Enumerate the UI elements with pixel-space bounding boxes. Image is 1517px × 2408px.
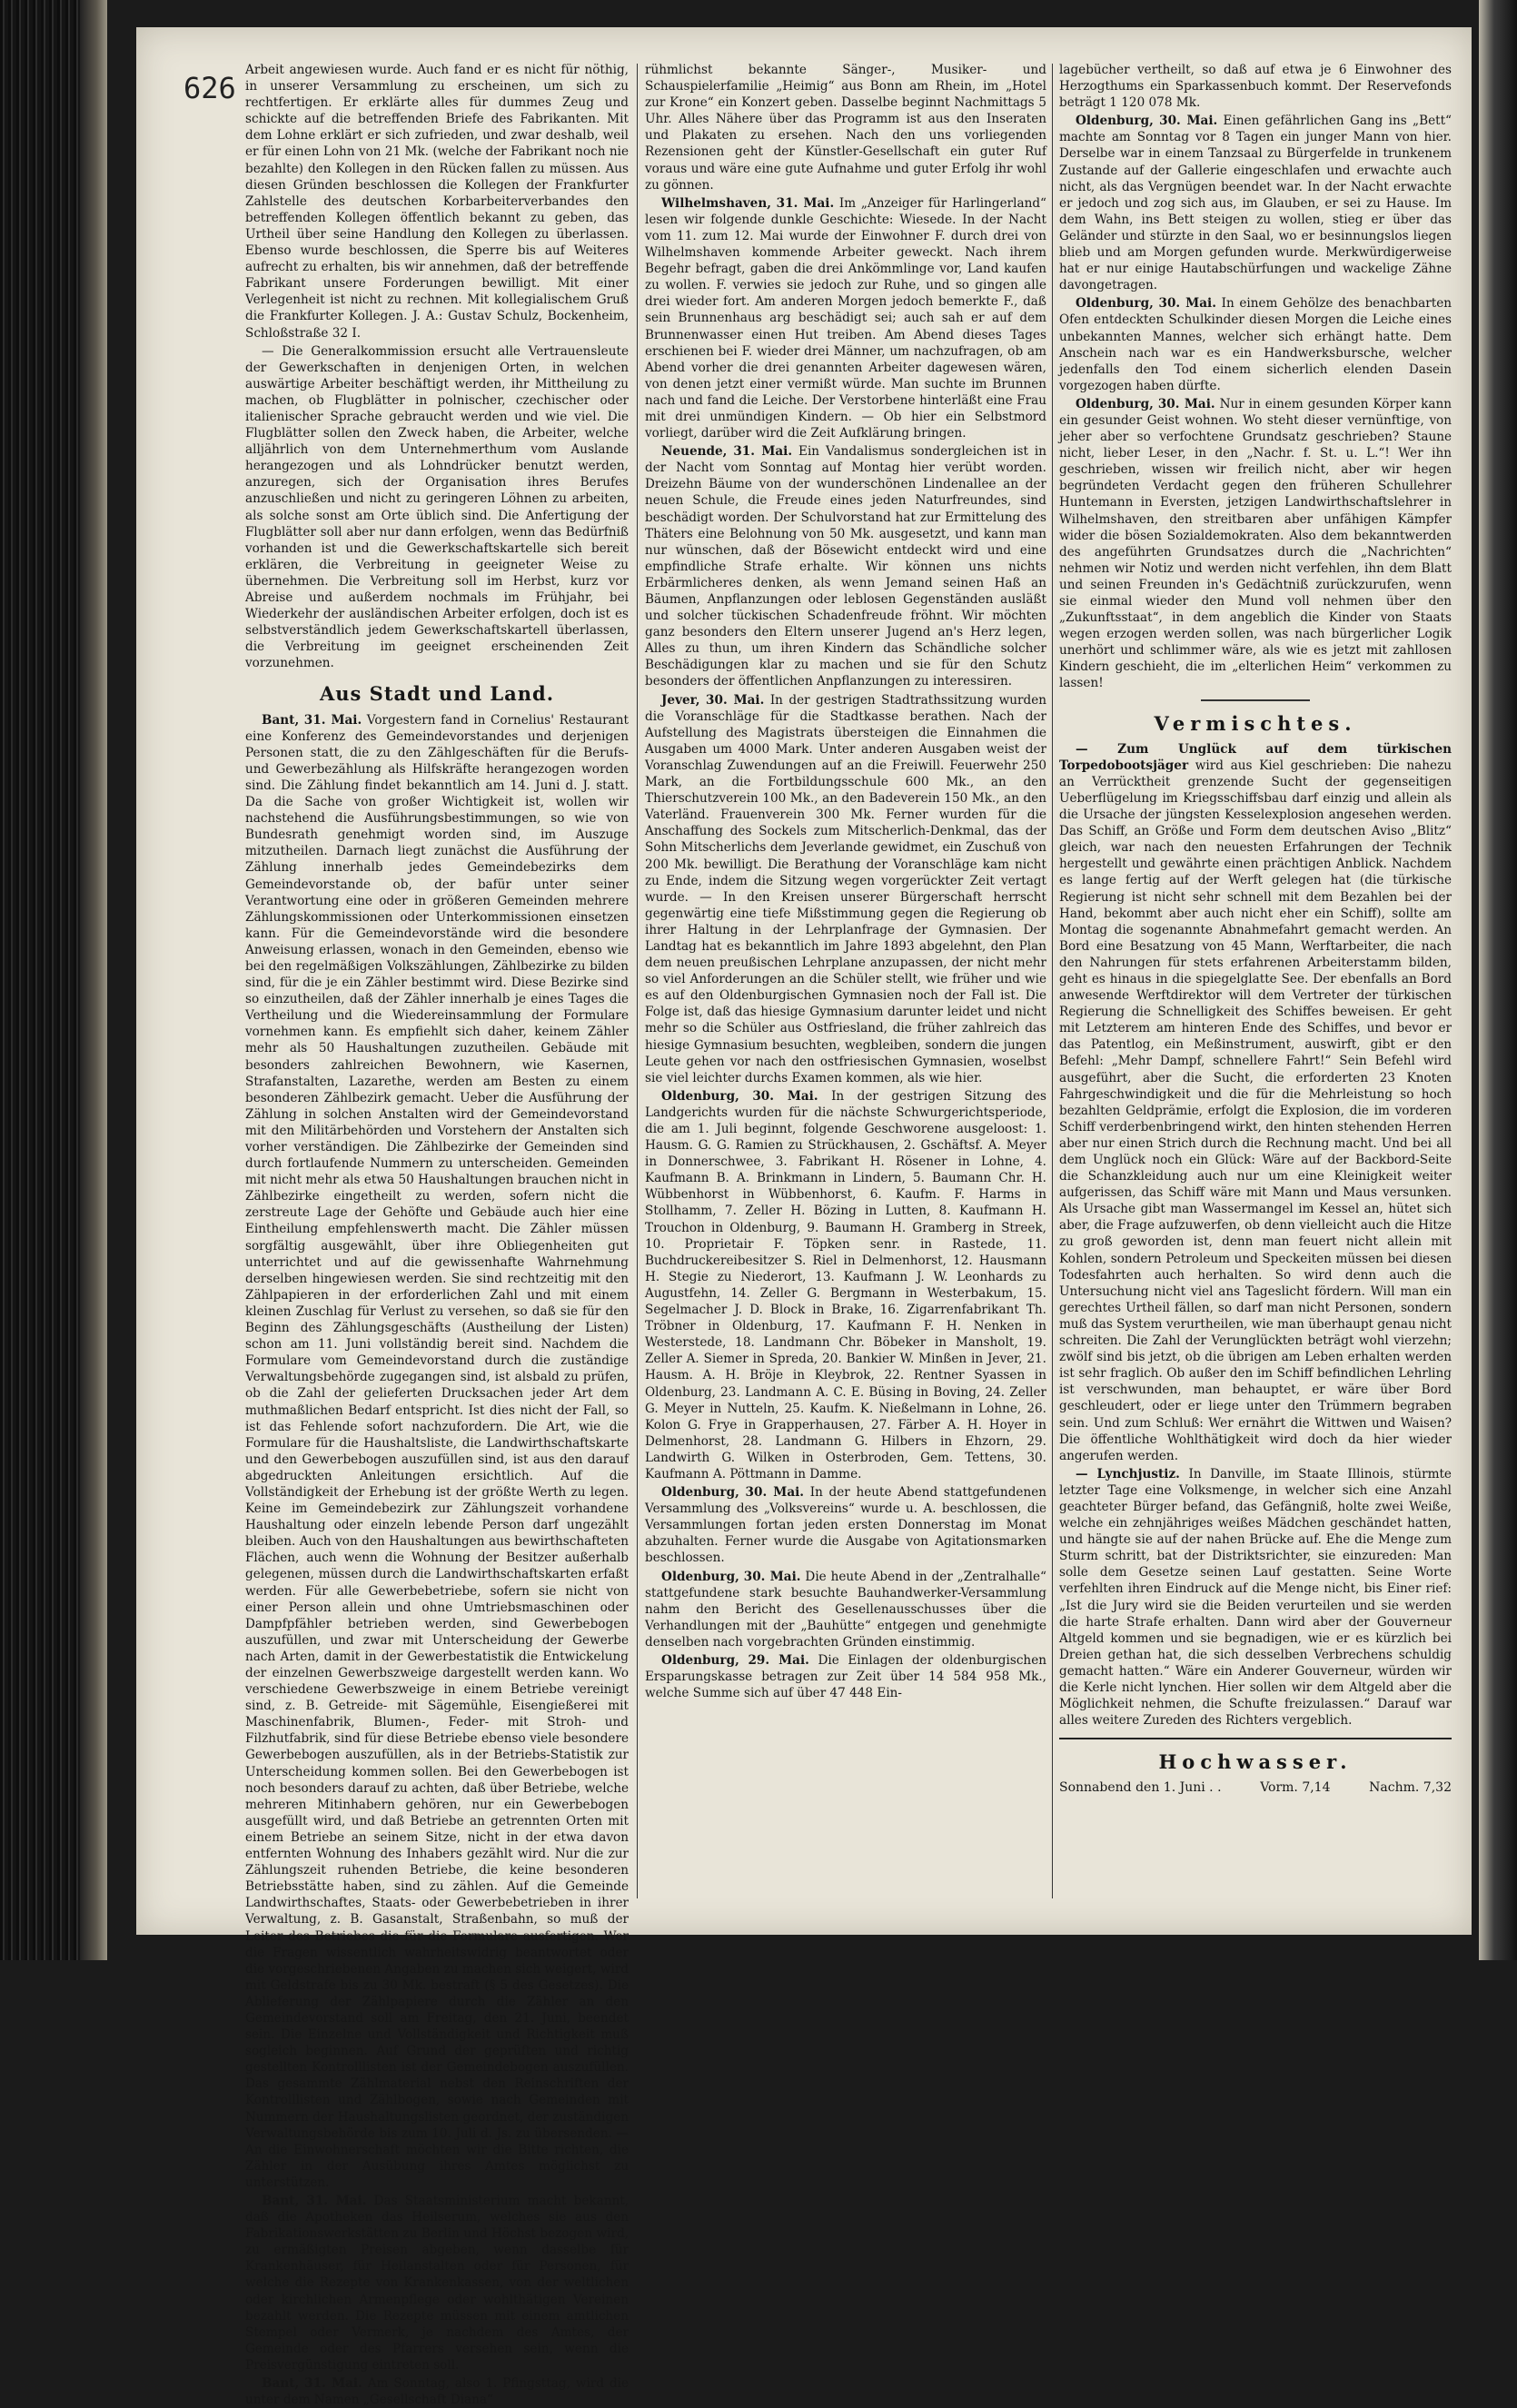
tide-afternoon: Nachm. 7,32 <box>1369 1780 1452 1796</box>
article-place: Oldenburg, <box>1076 114 1154 129</box>
article-place: Oldenburg, <box>661 1088 739 1104</box>
column-rule <box>1052 64 1053 1898</box>
article <box>645 443 1046 689</box>
article-date: 30. Mai. <box>752 1088 818 1104</box>
article <box>245 2193 629 2373</box>
article <box>645 1652 1046 1701</box>
article-place: Neuende, <box>661 444 728 460</box>
column-2 <box>645 62 1046 1898</box>
article-text: In der gestrigen Stadtrathssitzung wurden die Voranschläge für die Stadtkasse berathen. Nach der Aufstellung des Magistrats übersteigen die Einnahmen die Ausgaben um 4000 Mark. Unter anderen Ausgaben weist der Voranschlag Zuwendungen auf an die Freiwill. Feuerwehr 250 Mark, an die Fortbildungsschule 600 Mk., an den Thierschutzverein 100 Mk., an den Badeverein 150 Mk., an den Vaterländ. Frauenverein 300 Mk. Ferner wurden für die Anschaffung des Sockels zum Mitscherlich-Denkmal, das der Sohn Mitscherlichs dem Jeverlande gewidmet, ein Zuschuß von 200 Mk. bewilligt. Die Berathung der Voranschläge kam nicht zu Ende, indem die Sitzung wegen vorgerückter Zeit vertagt wurde. — In den Kreisen unserer Bürgerschaft herrscht gegenwärtig eine tiefe Mißstimmung gegen die Regierung ob ihrer Haltung in der Lehrplanfrage der Gymnasien. Der Landtag hat es bekanntlich im Jahre 1893 abgelehnt, den Plan dem neuen preußischen Lehrplane anzupassen, der nicht mehr so viel Anforderungen an die Schüler stellt, wie früher und wie es auf den Oldenburgischen Gymnasien noch der Fall ist. Die Folge ist, daß das hiesige Gymnasium darunter leidet und nicht mehr so die Schüler aus Ostfriesland, die früher zahlreich das hiesige Gymnasium besuchten, wegbleiben, sondern die jungen Leute gehen vor nach den ostfriesischen Gymnasien, woselbst sie viel leichter durchs Examen kommen, als wie hier. <box>645 692 1047 1085</box>
paragraph: Arbeit angewiesen wurde. Auch fand er es nicht für nöthig, in unserer Versammlung zu erscheinen, um sich zu rechtfertigen. Er erklärte alles für dummes Zeug und schickte auf die betreffenden Briefe des Fabrikanten. Mit dem Lohne erklärt er sich zufrieden, und zwar deshalb, weil er für einen Lohn von 21 Mk. (welche der Fabrikant noch nie bezahlte) den Kollegen in den Rücken fallen zu müssen. Aus diesen Gründen beschlossen die Kollegen der Frankfurter Zahlstelle des deutschen Korbarbeiterverbandes den betreffenden Kollegen öffentlich bekannt zu geben, das Urtheil über seine Handlung den Kollegen zu überlassen. Ebenso wurde beschlossen, die Sperre bis auf Weiteres aufrecht zu erhalten, bis wir annehmen, daß der betreffende Fabrikant unsere Forderungen bewilligt. Mit einer Verlegenheit ist nicht zu rechnen. Mit kollegialischem Gruß die Frankfurter Kollegen. J. A.: Gustav Schulz, Bockenheim, Schloßstraße 32 I. <box>245 63 629 341</box>
article-date: 30. Mai. <box>1158 296 1216 312</box>
article-date: 31. Mai. <box>304 2376 362 2392</box>
article-place: Oldenburg, <box>661 1569 739 1584</box>
article <box>1059 113 1452 293</box>
article-headline: — Zum Unglück auf dem türkischen Torpedobootsjäger <box>1059 741 1452 773</box>
tide-heading: Hochwasser. <box>1158 1750 1353 1774</box>
article-date: 30. Mai. <box>706 692 765 708</box>
article-text: In einem Gehölze des benachbarten Ofen entdeckten Schulkinder diesen Morgen die Leiche eines unbekannten Mannes, welcher sich erhängt hatte. Dem Anschein nach war es ein Handwerksbursche, welcher jedenfalls den Tod einem sicherlich elenden Dasein vorgezogen haben dürfte. <box>1059 296 1452 393</box>
paragraph: lagebücher vertheilt, so daß auf etwa je 6 Einwohner des Herzogthums ein Sparkassenbuch kommt. Der Reservefonds beträgt 1 120 078 Mk. <box>1059 63 1452 111</box>
article-text: Am Sonntag, also 1. Pfingsttag, wird die unter dem Namen „Gesellschaft Diana“ <box>245 2376 629 2408</box>
article-text: Das Staatsministerium macht bekannt, daß die Apotheken das Heilserum, welches sie aus den Fabrikationswerkstätten zu Berlin und Höchst bezogen wird, zu ermäßigten Preisen abgeben, wenn dasselbe für Krankenhäuser, für Heilanstalten oder für Personen, für welche die Rezepte von Krankenkassen, von der weltlichen oder kirchlichen Armenpflege oder wohlthätigen Vereinen bezahlt werden. Die Rezepte müssen mit einem amtlichen Stempel oder Vermerk, je nachdem des Amtes, der Gemeinde oder des Pfarrers versehen sein, wenn die Preisvergünstigung eintreten soll. <box>245 2194 630 2373</box>
article-place: Oldenburg, <box>661 1485 739 1501</box>
article <box>645 692 1046 1086</box>
article-date: 30. Mai. <box>1157 396 1215 411</box>
article-date: 31. Mai. <box>733 444 793 460</box>
article-place: Bant, <box>262 712 300 728</box>
article-text: Die heute Abend in der „Zentralhalle“ stattgefundene stark besuchte Bauhandwerker-Versammlung nahm den Bericht des Gesellenausschusses über die Verhandlungen mit der „Bauhütte“ entgegen und genehmigte denselben nach vorgebrachten Gründen einstimmig. <box>645 1569 1046 1650</box>
page-number: 626 <box>183 71 236 105</box>
paragraph: — Die Generalkommission ersucht alle Vertrauensleute der Gewerkschaften in denjenigen Orten, in welchen auswärtige Arbeiter beschäftigt werden, ihr Mittheilung zu machen, ob Flugblätter in polnischer, czechischer oder italienischer Sprache gebraucht werden und wie viel. Die Flugblätter sollen den Zweck haben, die Arbeiter, welche alljährlich von dem Unternehmerthum vom Auslande herangezogen und als Lohndrücker benutzt werden, anzuregen, sich der Organisation ihres Berufes anzuschließen und nicht zu geringeren Löhnen zu arbeiten, als solche sonst am Orte üblich sind. Die Anfertigung der Flugblätter soll aber nur dann erfolgen, wenn das Bedürfniß vorhanden ist und die Gewerkschaftskartelle sich bereit erklären, die Verbreitung in geeigneter Weise zu übernehmen. Die Verbreitung soll im Herbst, kurz vor Abreise und außerdem nochmals im Frühjahr, bei Wiederkehr der ausländischen Arbeiter erfolgen, doch ist es selbstverständlich jedem Gewerkschaftskartell überlassen, die Verbreitung im geeignet erscheinenden Zeit vorzunehmen. <box>245 343 629 671</box>
article-place: Bant, <box>262 2376 300 2392</box>
article-place: Oldenburg, <box>661 1653 739 1668</box>
article-text: Ein Vandalismus sondergleichen ist in der Nacht vom Sonntag auf Montag hier verübt worden. Dreizehn Bäume von der wunderschönen Lindenallee an der neuen Schule, die Freude eines jeden Naturfreundes, sind beschädigt worden. Der Schulvorstand hat zur Ermittelung des Thäters eine Belohnung von 50 Mk. ausgesetzt, und kann man nur wünschen, daß der Bösewicht entdeckt wird und eine empfindliche Strafe erhalte. Wir können uns nichts Erbärmlicheres denken, als wenn Jemand seinen Haß an Bäumen, Anpflanzungen oder leblosen Gegenständen ausläßt und solcher tückischen Schadenfreude fröhnt. Wir möchten ganz besonders den Eltern unserer Jugend an's Herz legen, Alles zu thun, um ihren Kindern das Schändliche solcher Beschädigungen klar zu machen und sie für den Schutz besonders der öffentlichen Anpflanzungen zu interessiren. <box>645 444 1046 689</box>
article-date: 30. Mai. <box>745 1485 805 1501</box>
article <box>645 195 1046 441</box>
article <box>1059 396 1452 692</box>
article <box>645 1569 1046 1650</box>
article-place: Jever, <box>661 692 700 708</box>
article-date: 30. Mai. <box>743 1569 801 1584</box>
article <box>1059 741 1452 1464</box>
article-text: Vorgestern fand in Cornelius' Restaurant eine Konferenz des Gemeindevorstandes und derjenigen Personen statt, die zu den Zählgeschäften für die Berufs- und Gewerbezählung als Hilfskräfte herangezogen worden sind. Die Zählung findet bekanntlich am 14. Juni d. J. statt. Da die Sache von großer Wichtigkeit ist, wollen wir nachstehend die Ausführungsbestimmungen, so wie von Bundesrath genehmigt worden sind, im Auszuge mitzutheilen. Darnach liegt zunächst die Ausführung der Zählung innerhalb jedes Gemeindebezirks dem Gemeindevorstande ob, der bafür unter seiner Verantwortung eine oder in größeren Gemeinden mehrere Zählungskommissionen oder Unterkommissionen einsetzen kann. Für die Gemeindevorstände wird die besondere Anweisung erlassen, wonach in den Gemeinden, ebenso wie bei den regelmäßigen Volkszählungen, Zählbezirke zu bilden sind, für die je ein Zähler bestimmt wird. Diese Bezirke sind so einzutheilen, daß der Zähler innerhalb je eines Tages die Vertheilung und die Wiedereinsammlung der Formulare vornehmen kann. Es empfiehlt sich daher, keinem Zähler mehr als 50 Haushaltungen zuzutheilen. Gebäude mit besonders zahlreichen Bewohnern, wie Kasernen, Strafanstalten, Lazarethe, werden am Besten zu einem besonderen Zählbezirk gemacht. Ueber die Ausführung der Zählung in solchen Anstalten wird der Gemeindevorstand mit den Militärbehörden und Vorstehern der Anstalten sich vorher verständigen. Die Zählbezirke der Gemeinden sind durch fortlaufende Nummern zu unterscheiden. Gemeinden mit nicht mehr als etwa 50 Haushaltungen brauchen nicht in Zählbezirke eingetheilt zu werden, sofern nicht die zerstreute Lage der Gehöfte und Gebäude auch hier eine Eintheilung empfehlenswerth macht. Die Zähler müssen sorgfältig ausgewählt, über ihre Obliegenheiten gut unterrichtet und auf die gewissenhafte Wahrnehmung derselben hingewiesen werden. Sie sind rechtzeitig mit den Zählpapieren in der erforderlichen Zahl und mit einem kleinen Zuschlag für Verlust zu versehen, so daß sie für den Beginn des Zählungsgeschäfts (Austheilung der Listen) schon am 11. Juni vollständig bereit sind. Nachdem die Formulare vom Gemeindevorstand durch die zuständige Verwaltungsbehörde zugegangen sind, ist alsbald zu prüfen, ob die Zahl der gelieferten Drucksachen jeder Art dem muthmaßlichen Bedarf entspricht. Ist dies nicht der Fall, so ist das Fehlende sofort nachzufordern. Die Art, wie die Formulare für die Haushaltsliste, die Landwirthschaftskarte und den Gewerbebogen auszufüllen sind, ist aus den darauf abgedruckten Anleitungen ersichtlich. Auf die Vollständigkeit der Erhebung ist der größte Werth zu legen. Keine im Gemeindebezirk zur Zählungszeit vorhandene Haushaltung oder einzeln lebende Person darf ungezählt bleiben. Auch von den Haushaltungen aus bewirthschafteten Flächen, auch wenn die Wohnung der Besitzer außerhalb gelegenen, müssen durch die Landwirthschaftskarten erfaßt werden. Für alle Gewerbebetriebe, sofern sie nicht von einer Person allein und ohne Umtriebsmaschinen oder Dampfpfähler betrieben werden, sind Gewerbebogen auszufüllen, und zwar mit Unterscheidung der Gewerbe nach Arten, damit in der Gewerbestatistik die Entwickelung der einzelnen Gewerbszweige dargestellt werden kann. Wo verschiedene Gewerbszweige in einem Betriebe vereinigt sind, z. B. Getreide- mit Sägemühle, Eisengießerei mit Maschinenfabrik, Blumen-, Feder- mit Stroh- und Filzhutfabrik, sind für diese Betriebe ebenso viele besondere Gewerbebogen auszufüllen, als in der Betriebs-Statistik zur Unterscheidung kommen sollen. Bei den Gewerbebogen ist noch besonders darauf zu achten, daß über Betriebe, welche mehreren Mitinhabern gehören, nur ein Gewerbebogen ausgefüllt wird, und daß Betriebe an getrennten Orten mit einem Betriebe an seinem Sitze, nicht in der etwa davon entfernten Wohnung des Inhabers gezählt wird. Nur die zur Zählungszeit ruhenden Betriebe, die keine besonderen Betriebsstätte haben, sind zu zählen. Auf die Gemeinde Landwirthschaftes, Staats- oder Gewerbebetrieben in ihrer Verwaltung, z. B. Gasanstalt, Straßenbahn, so muß der Leiter des Betriebes die für die Formulare ausfertigen. Wer die Fragen wissentlich wahrheitswidrig beantwortet oder die vorgeschriebenen Angaben zu machen sich weigert, wird mit Geldstrafe bis zu 30 Mk. bestraft (§ 5 des Gesetzes). Die Ablieferung der Zählpapiere durch die Zähler an den Gemeindevorstand soll am Freitag, den 21. Juni, beendet sein. Die Einzelne und Vollständigkeit und Richtigkeit muß sogleich beginnen. Auf Grund der geprüften und richtig gestellten Kontrolllisten ist der Gemeindebogen auszufüllen. Das gesammte Zählmaterial nebst den Reinschriften der Kontrolllisten und Zählbogen, sowie nach Gemeinden mit Nummern der Haushaltungslisten geordnet, der zuständigen Verwaltungsbehörde bis zum 10. Juli d. Js. zu übersenden. — An die Einwohnerschaft möchten wir die Bitte richten, die Zähler in der Ausübung ihres Amtes möglichst zu unterstützen. <box>245 712 629 2190</box>
article-place: Oldenburg, <box>1076 296 1154 312</box>
article-text: Nur in einem gesunden Körper kann ein gesunder Geist wohnen. Wo steht dieser vernünftige, von jeher aber so verfochtene Grundsatz geschrieben? Staune nicht, lieber Leser, in den „Nachr. f. St. u. L.“! Wer ihn geschrieben, wissen wir freilich nicht, aber wir hegen begründeten Verdacht gegen den früheren Schullehrer Huntemann in Eversten, jetzigen Landwirthschaftslehrer in Wilhelmshaven, den streitbaren aber unfähigen Kämpfer wider die bösen Sozialdemokraten. Also dem bekanntwerden des angeführten Grundsatzes durch die „Nachrichten“ nehmen wir Notiz und werden nicht verfehlen, ihn dem Blatt und seinen Freunden in's Gedächtniß zurückzurufen, wenn sie einmal wieder den Mund voll nehmen über den „Zukunftsstaat“, in dem angeblich die Kinder von Staats wegen erzogen werden sollen, was nach bürgerlicher Logik unerhört und schlimmer wäre, als wie es jetzt mit zahllosen Kindern geschieht, die im „elterlichen Heim“ verkommen zu lassen! <box>1059 396 1452 691</box>
tide-day: Sonnabend den 1. Juni . . <box>1059 1780 1222 1796</box>
article-text: In der heute Abend stattgefundenen Versammlung des „Volksvereins“ wurde u. A. beschlossen, die Versammlungen fortan jeden ersten Donnerstag im Monat abzuhalten. Ferner wurde die Ausgabe von Agitationsmarken beschlossen. <box>645 1485 1046 1566</box>
divider <box>1059 1738 1452 1739</box>
article-date: 30. Mai. <box>1159 114 1218 129</box>
article-place: Bant, <box>262 2194 300 2208</box>
article <box>645 1088 1046 1482</box>
article <box>645 1484 1046 1566</box>
column-rule <box>637 64 638 1898</box>
newspaper-page <box>136 27 1472 2408</box>
article <box>245 2375 629 2408</box>
divider <box>1201 699 1310 701</box>
article-date: 31. Mai. <box>303 712 362 728</box>
article-text: Die Einlagen der oldenburgischen Ersparungskasse betragen zur Zeit über 14 584 958 Mk., welche Summe sich auf über 47 448 Ein- <box>645 1653 1046 1701</box>
article-date: 29. Mai. <box>748 1653 809 1668</box>
article-text: wird aus Kiel geschrieben: Die nahezu an Verrücktheit grenzende Sucht der gegenseitigen Ueberflügelung im Kriegsschiffsbau darf einzig und allein als die Ursache der jüngsten Kesselexplosion angesehen werden. Das Schiff, an Größe und Form dem deutschen Aviso „Blitz“ gleich, war nach den neuesten Erfahrungen der Technik hergestellt und gewährte einen prächtigen Anblick. Nachdem es lange fertig auf der Werft gelegen hat (die türkische Regierung ist nicht sehr schnell mit dem Bezahlen bei der Hand, bekommt aber auch nicht eher ein Schiff), sollte am Montag die sogenannte Abnahmefahrt gemacht werden. An Bord eine Besatzung von 45 Mann, Werftarbeiter, die nach den Nahrungen für stets erfahrenen Arbeiterstamm bilden, geht es hinaus in die spiegelglatte See. Der ebenfalls an Bord anwesende Werftdirektor will dem Vertreter der türkischen Regierung die Schnelligkeit des Schiffes beweisen. Er geht mit Letzterem am hinteren Ende des Schiffes, und bevor er das Patentlog, ein Meßinstrument, auswirft, gibt er den Befehl: „Mehr Dampf, schnellere Fahrt!“ Sein Befehl wird ausgeführt, aber die Sucht, die erforderten 23 Knoten Fahrgeschwindigkeit und die für die Mehrleistung so hoch bezahlten Geldprämie, erfolgt die Explosion, die im vorderen Schiff verderbenbringend wirkt, den hinten stehenden Herren aber nur einen Strich durch die Rechnung macht. Und bei all dem Unglück noch ein Glück: Wäre auf der Backbord-Seite die Schanzkleidung auch nur um eine Kleinigkeit weiter aufgerissen, das Schiff wäre mit Mann und Maus versunken. Als Ursache gibt man Wassermangel im Kessel an, hütet sich aber, die Frage aufzuwerfen, ob denn vielleicht auch die Hitze zu groß geworden ist, denn man feuert nicht allein mit Kohlen, sondern Petroleum und Speckeiten müssen bei diesen Todesfahrten auch herhalten. So wird denn auch die Untersuchung nicht viel ans Tageslicht fördern. Will man ein gerechtes Urtheil fällen, so darf man nicht Personen, sondern muß das System verurtheilen, wie man überhaupt genau nicht schreiten. Die Zahl der Verunglückten beträgt wohl vierzehn; zwölf sind bis jetzt, ob die übrigen am Leben erhalten werden ist sehr fraglich. Ob außer den im Schiff befindlichen Lehrling ist verschwunden, man behauptet, er wäre über Bord geschleudert, oder er liege unter den Trümmern begraben sein. Und zum Schluß: Wer ernährt die Wittwen und Waisen? Die öffentliche Wohlthätigkeit wird doch da hier wieder angerufen werden. <box>1059 758 1452 1463</box>
column-3 <box>1059 62 1452 1898</box>
column-1 <box>245 62 630 2408</box>
article-place: Oldenburg, <box>1076 396 1154 411</box>
book-binding <box>0 0 107 1960</box>
tide-row <box>1059 1779 1452 1796</box>
article-text: Einen gefährlichen Gang ins „Bett“ machte am Sonntag vor 8 Tagen ein junger Mann von hier. Derselbe war in einem Tanzsaal zu Bürgerfelde in trunkenem Zustande auf der Gallerie eingeschlafen und erwachte auch nicht, als das Vergnügen beendet war. In der Nacht erwachte er jedoch und zog sich aus, im Glauben, er sei zu Hause. Im dem Wahn, ins Bett steigen zu wollen, stieg er über das Geländer und stürzte in den Saal, wo er besinnungslos liegen blieb und am Morgen gefunden wurde. Merkwürdigerweise hat er nur einige Hautabschürfungen und wackelige Zähne davongetragen. <box>1059 114 1452 293</box>
article-text: Im „Anzeiger für Harlingerland“ lesen wir folgende dunkle Geschichte: Wiesede. In der Nacht vom 11. zum 12. Mai wurde der Einwohner F. durch drei von Wilhelmshaven kommende Arbeiter geweckt. Nach ihrem Begehr befragt, gaben die drei Ankömmlinge vor, Land kaufen zu wollen. F. verwies sie jedoch zur Ruhe, und so gingen alle drei wieder fort. Am anderen Morgen jedoch bemerkte F., daß sein Brunnenhaus arg beschädigt sei; auch sah er auf dem Brunnenwasser einen Hut treiben. Am Abend dieses Tages erschienen bei F. wieder drei Männer, um nachzufragen, ob am Abend vorher die drei genannten Arbeiter dagewesen wären, von denen jetzt einer vermißt würde. Man suchte im Brunnen nach und fand die Leiche. Der Verstorbene hinterläßt eine Frau mit drei unmündigen Kindern. — Ob hier ein Selbstmord vorliegt, darüber wird die Zeit Aufklärung bringen. <box>645 195 1047 441</box>
article-headline: — Lynchjustiz. <box>1076 1466 1180 1481</box>
article-date: 31. Mai. <box>306 2194 367 2208</box>
article <box>1059 1466 1452 1729</box>
article <box>245 712 629 2191</box>
tide-morning: Vorm. 7,14 <box>1260 1780 1331 1796</box>
page-edge <box>1479 0 1517 1960</box>
article-text: In Danville, im Staate Illinois, stürmte letzter Tage eine Volksmenge, in welcher sich eine Anzahl geachteter Bürger befand, das Gefängniß, holte zwei Weiße, welche ein zehnjähriges weißes Mädchen geschändet hatten, und hängte sie auf der nahen Brücke auf. Ehe die Menge zum Sturm schritt, bat der Distriktsrichter, sie einzureden: Man solle dem Gesetze seinen Lauf gestatten. Seine Worte verfehlten ihren Eindruck auf die Menge nicht, bis Einer rief: „Ist die Jury wird sie die Beiden verurteilen und sie werden die harte Strafe erhalten. Dann wird aber der Gouverneur Altgeld kommen und sie begnadigen, wie er es kürzlich bei Dreien gethan hat, die sich desselben Verbrechens schuldig gemacht hatten.“ Wäre ein Anderer Gouverneur, würden wir die Kerle nicht lynchen. Hier sollen wir dem Altgeld aber die Möglichkeit nehmen, die Schufte freizulassen.“ Darauf war alles weitere Zureden des Richters vergeblich. <box>1059 1466 1452 1729</box>
section-heading: Vermischtes. <box>1154 711 1357 735</box>
article <box>1059 295 1452 394</box>
paragraph: rühmlichst bekannte Sänger-, Musiker- und Schauspielerfamilie „Heimig“ aus Bonn am Rhein, im „Hotel zur Krone“ ein Konzert geben. Dasselbe beginnt Nachmittags 5 Uhr. Alles Nähere über das Programm ist aus den Inseraten und Plakaten zu ersehen. Nach den uns vorliegenden Rezensionen geht der Künstler-Gesellschaft ein guter Ruf voraus und wäre eine gute Aufnahme und guter Erfolg ihr wohl zu gönnen. <box>645 63 1046 193</box>
section-heading: Aus Stadt und Land. <box>319 682 555 706</box>
article-text: In der gestrigen Sitzung des Landgerichts wurden für die nächste Schwurgerichtsperiode, die am 1. Juli beginnt, folgende Geschworene ausgeloost: 1. Hausm. G. G. Ramien zu Strückhausen, 2. Gschäftsf. A. Meyer in Donnerschwee, 3. Fabrikant H. Rösener in Lohne, 4. Kaufmann B. A. Brinkmann in Lindern, 5. Baumann Chr. H. Wübbenhorst in Wübbenhorst, 6. Kaufm. F. Harms in Stollhamm, 7. Zeller H. Bözing in Lutten, 8. Kaufmann H. Trouchon in Oldenburg, 9. Baumann H. Gramberg in Streek, 10. Proprietair F. Töpken senr. in Rastede, 11. Buchdruckereibesitzer S. Riel in Delmenhorst, 12. Hausmann H. Stegie zu Niederort, 13. Kaufmann J. W. Leonhards zu Augustfehn, 14. Zeller G. Bergmann in Westerbakum, 15. Segelmacher J. D. Block in Brake, 16. Zigarrenfabrikant Th. Tröbner in Oldenburg, 17. Kaufmann F. H. Nenken in Westerstede, 18. Landmann Chr. Böbeker in Mansholt, 19. Zeller A. Siemer in Spreda, 20. Bankier W. Minßen in Jever, 21. Hausm. A. H. Bröje in Kleybrok, 22. Rentner Syassen in Oldenburg, 23. Landmann A. C. E. Büsing in Boving, 24. Zeller G. Meyer in Nutteln, 25. Kaufm. K. Nießelmann in Lohne, 26. Kolon G. Frye in Grapperhausen, 27. Färber A. H. Hoyer in Delmenhorst, 28. Landmann G. Hilbers in Ehzorn, 29. Landwirth G. Wilken in Osterbroden, Gem. Tettens, 30. Kaufmann A. Pöttmann in Damme. <box>645 1088 1047 1481</box>
article-place: Wilhelmshaven, <box>661 195 771 211</box>
article-date: 31. Mai. <box>776 195 835 211</box>
